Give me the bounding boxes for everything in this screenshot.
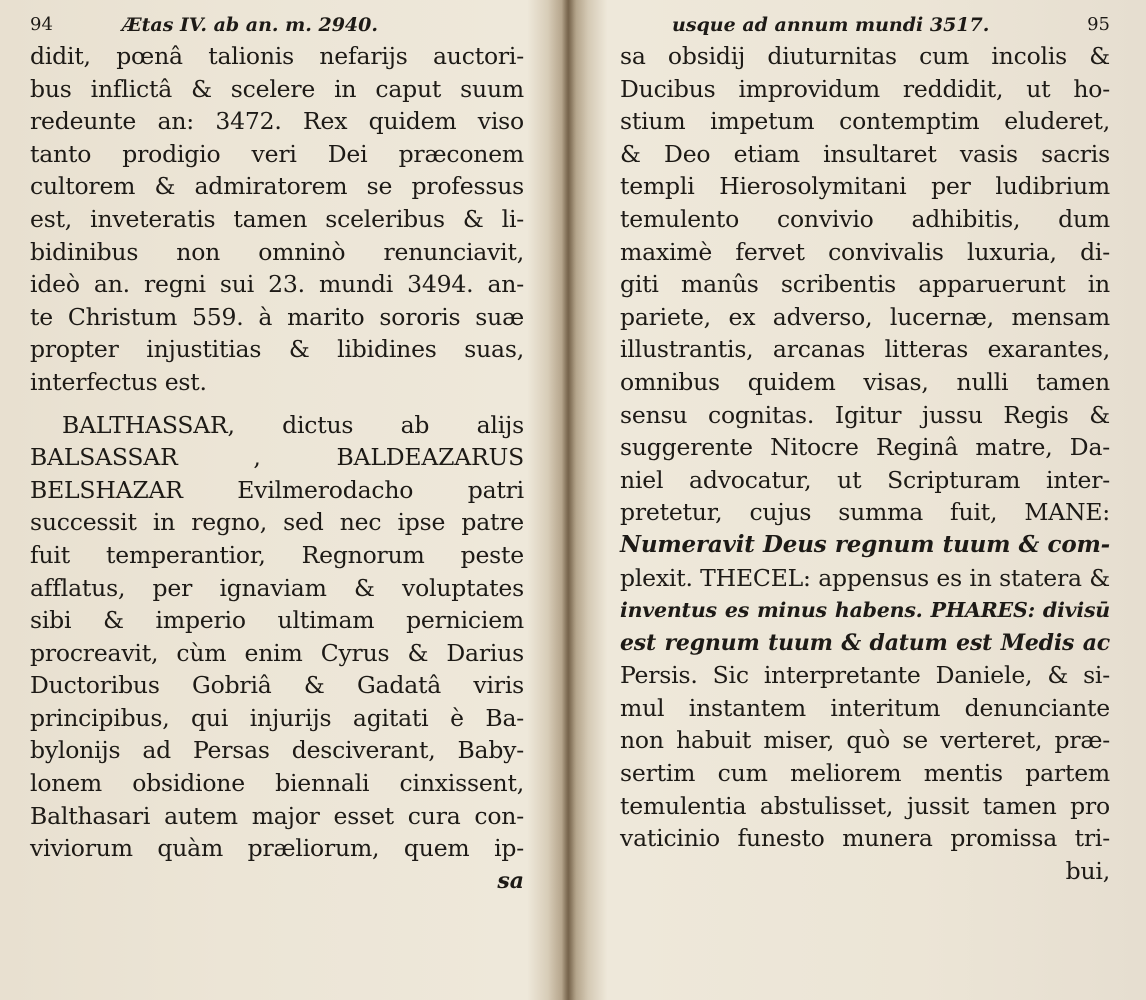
text-line: sa obsidij diuturnitas cum incolis &: [620, 42, 1110, 70]
text-line: bui,: [1065, 856, 1110, 885]
text-line: bylonijs ad Persas desciverant, Baby-: [30, 736, 524, 765]
text-line: Balthasari autem major esset cura con-: [30, 801, 524, 830]
right-page-number: 95: [1087, 14, 1110, 35]
text-line: BELSHAZAR Evilmerodacho patri: [30, 475, 524, 504]
left-page-number: 94: [30, 14, 53, 35]
text-line: temulentia abstulisset, jussit tamen pro: [620, 791, 1110, 820]
text-line: stium impetum contemptim eluderet,: [620, 107, 1110, 136]
text-line: maximè fervet convivalis luxuria, di-: [620, 237, 1110, 266]
text-line: pretetur, cujus summa fuit, MANE:: [620, 498, 1110, 527]
right-running-head: [620, 14, 1110, 40]
text-line: templi Hierosolymitani per ludibrium: [620, 172, 1110, 201]
text-line: lonem obsidione biennali cinxissent,: [30, 769, 524, 798]
left-paragraph-1: [30, 40, 524, 399]
text-line: Ductoribus Gobriâ & Gadatâ viris: [30, 671, 524, 700]
left-running-head: [30, 14, 524, 40]
text-line: est regnum tuum & datum est Medis ac: [620, 629, 1110, 656]
text-line: propter injustitias & libidines suas,: [30, 335, 524, 364]
text-line: temulento convivio adhibitis, dum: [620, 204, 1110, 233]
left-page: [0, 0, 560, 1000]
text-line: procreavit, cùm enim Cyrus & Darius: [30, 638, 524, 667]
text-line: plexit. THECEL: appensus es in statera &: [620, 563, 1110, 592]
text-line: illustrantis, arcanas litteras exarantes,: [620, 335, 1110, 364]
text-line: BALTHASSAR, dictus ab alijs: [62, 410, 524, 439]
text-line: successit in regno, sed nec ipse patre: [30, 508, 524, 537]
text-line: fuit temperantior, Regnorum peste: [30, 540, 524, 569]
left-catchword: sa: [497, 867, 524, 894]
text-line: didit, pœnâ talionis nefarijs auctori-: [30, 42, 524, 70]
text-line: non habuit miser, quò se verteret, præ-: [620, 726, 1110, 755]
text-line: Persis. Sic interpretante Daniele, & si-: [620, 661, 1110, 690]
text-line: cultorem & admiratorem se professus: [30, 172, 524, 201]
text-line: est, inveteratis tamen sceleribus & li-: [30, 204, 524, 233]
text-line: giti manûs scribentis apparuerunt in: [620, 270, 1110, 299]
text-line: redeunte an: 3472. Rex quidem viso: [30, 107, 524, 136]
text-line: tanto prodigio veri Dei præconem: [30, 139, 524, 168]
text-line: afflatus, per ignaviam & voluptates: [30, 573, 524, 602]
text-line: Ducibus improvidum reddidit, ut ho-: [620, 74, 1110, 103]
text-line: omnibus quidem visas, nulli tamen: [620, 367, 1110, 396]
text-line: interfectus est.: [30, 367, 207, 396]
text-line: Numeravit Deus regnum tuum & com-: [620, 530, 1110, 558]
left-paragraph-2: [30, 409, 524, 865]
text-line: sensu cognitas. Igitur jussu Regis &: [620, 400, 1110, 429]
text-line: suggerente Nitocre Reginâ matre, Da-: [620, 433, 1110, 462]
text-line: viviorum quàm præliorum, quem ip-: [30, 834, 524, 863]
text-line: principibus, qui injurijs agitati è Ba-: [30, 703, 524, 732]
text-line: ideò an. regni sui 23. mundi 3494. an-: [30, 270, 524, 299]
text-line: BALSASSAR , BALDEAZARUS: [30, 443, 524, 472]
text-line: te Christum 559. à marito sororis suæ: [30, 302, 524, 331]
text-line: sibi & imperio ultimam perniciem: [30, 606, 524, 635]
text-line: vaticinio funesto munera promissa tri-: [620, 824, 1110, 853]
text-line: bus inflictâ & scelere in caput suum: [30, 74, 524, 103]
text-line: bidinibus non omninò renunciavit,: [30, 237, 524, 266]
text-line: sertim cum meliorem mentis partem: [620, 759, 1110, 788]
right-running-title: usque ad annum mundi 3517.: [672, 14, 990, 36]
paragraph-gap: [30, 399, 524, 409]
text-line: niel advocatur, ut Scripturam inter-: [620, 465, 1110, 494]
text-line: pariete, ex adverso, lucernæ, mensam: [620, 302, 1110, 331]
left-running-title: Ætas IV. ab an. m. 2940.: [122, 14, 378, 36]
right-page: [586, 0, 1146, 1000]
right-paragraph: [620, 40, 1110, 887]
text-line: mul instantem interitum denunciante: [620, 693, 1110, 722]
text-line: & Deo etiam insultaret vasis sacris: [620, 139, 1110, 168]
text-line: inventus es minus habens. PHARES: divisū: [620, 598, 1110, 623]
